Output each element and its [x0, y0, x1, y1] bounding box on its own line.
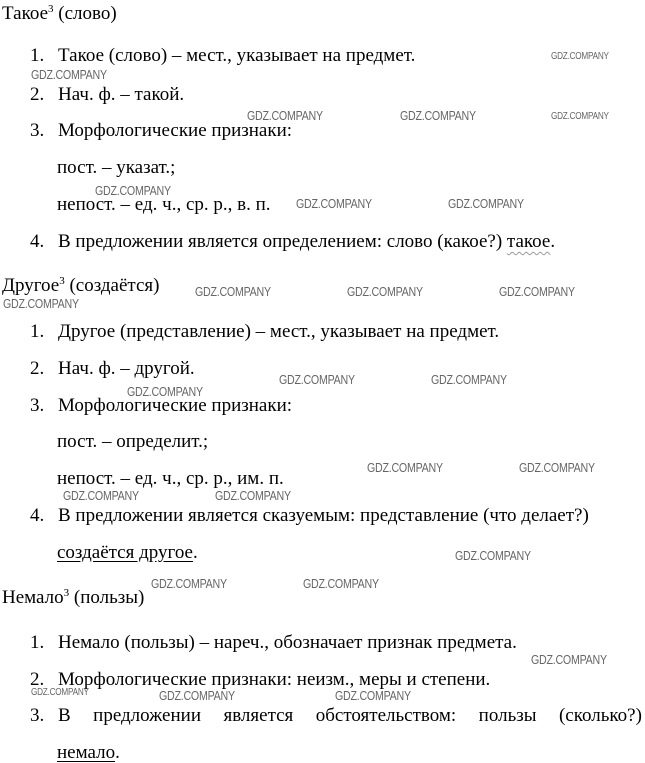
section-heading-drugoe: Другое$^3$ (создаётся)	[2, 275, 160, 296]
list-item: 2. Нач. ф. – такой.	[30, 84, 185, 105]
watermark: GDZ.COMPANY	[31, 67, 107, 82]
watermark: GDZ.COMPANY	[531, 652, 607, 667]
watermark: GDZ.COMPANY	[296, 196, 372, 211]
list-item: 4. В предложении является сказуемым: представление (что делает?)	[30, 505, 589, 526]
watermark: GDZ.COMPANY	[127, 384, 203, 399]
list-item: 3. В предложении является обстоятельством: пользы (сколько?)	[30, 705, 642, 726]
watermark: GDZ.COMPANY	[279, 372, 355, 387]
watermark: GDZ.COMPANY	[367, 460, 443, 475]
watermark: GDZ.COMPANY	[347, 284, 423, 299]
variable-features: непост. – ед. ч., ср. р., им. п.	[57, 468, 284, 489]
watermark: GDZ.COMPANY	[247, 108, 323, 123]
section-heading-nemalo: Немало$^3$ (пользы)	[2, 587, 145, 608]
watermark: GDZ.COMPANY	[215, 488, 291, 503]
list-item: 3. Морфологические признаки:	[30, 395, 293, 416]
watermark: GDZ.COMPANY	[499, 284, 575, 299]
watermark: GDZ.COMPANY	[63, 488, 139, 503]
list-item: 1. Немало (пользы) – нареч., обозначает признак предмета.	[30, 632, 517, 653]
section-heading-takoe: Такое$^3$ (слово)	[2, 3, 117, 24]
watermark: GDZ.COMPANY	[159, 688, 235, 703]
watermark: GDZ.COMPANY	[519, 460, 595, 475]
watermark: GDZ.COMPANY	[31, 687, 89, 698]
list-item: 3. Морфологические признаки:	[30, 120, 293, 141]
list-item: 2. Морфологические признаки: неизм., меры и степени.	[30, 669, 491, 690]
list-item: 4. В предложении является определением: слово (какое?) такое.	[30, 231, 556, 252]
watermark: GDZ.COMPANY	[551, 51, 609, 62]
constant-features: пост. – указат.;	[57, 157, 176, 178]
list-item-continuation: создаётся другое.	[57, 542, 198, 563]
list-item-continuation: немало.	[57, 742, 120, 763]
watermark: GDZ.COMPANY	[95, 183, 171, 198]
watermark: GDZ.COMPANY	[551, 111, 609, 122]
watermark: GDZ.COMPANY	[400, 108, 476, 123]
watermark: GDZ.COMPANY	[455, 548, 531, 563]
list-item: 1. Другое (представление) – мест., указывает на предмет.	[30, 321, 500, 342]
constant-features: пост. – определит.;	[57, 431, 209, 452]
variable-features: непост. – ед. ч., ср. р., в. п.	[57, 194, 271, 215]
watermark: GDZ.COMPANY	[303, 576, 379, 591]
watermark: GDZ.COMPANY	[448, 196, 524, 211]
watermark: GDZ.COMPANY	[431, 372, 507, 387]
list-item: 2. Нач. ф. – другой.	[30, 358, 195, 379]
list-item: 1. Такое (слово) – мест., указывает на предмет.	[30, 45, 416, 66]
watermark: GDZ.COMPANY	[151, 576, 227, 591]
watermark: GDZ.COMPANY	[195, 284, 271, 299]
watermark: GDZ.COMPANY	[335, 688, 411, 703]
watermark: GDZ.COMPANY	[3, 296, 79, 311]
